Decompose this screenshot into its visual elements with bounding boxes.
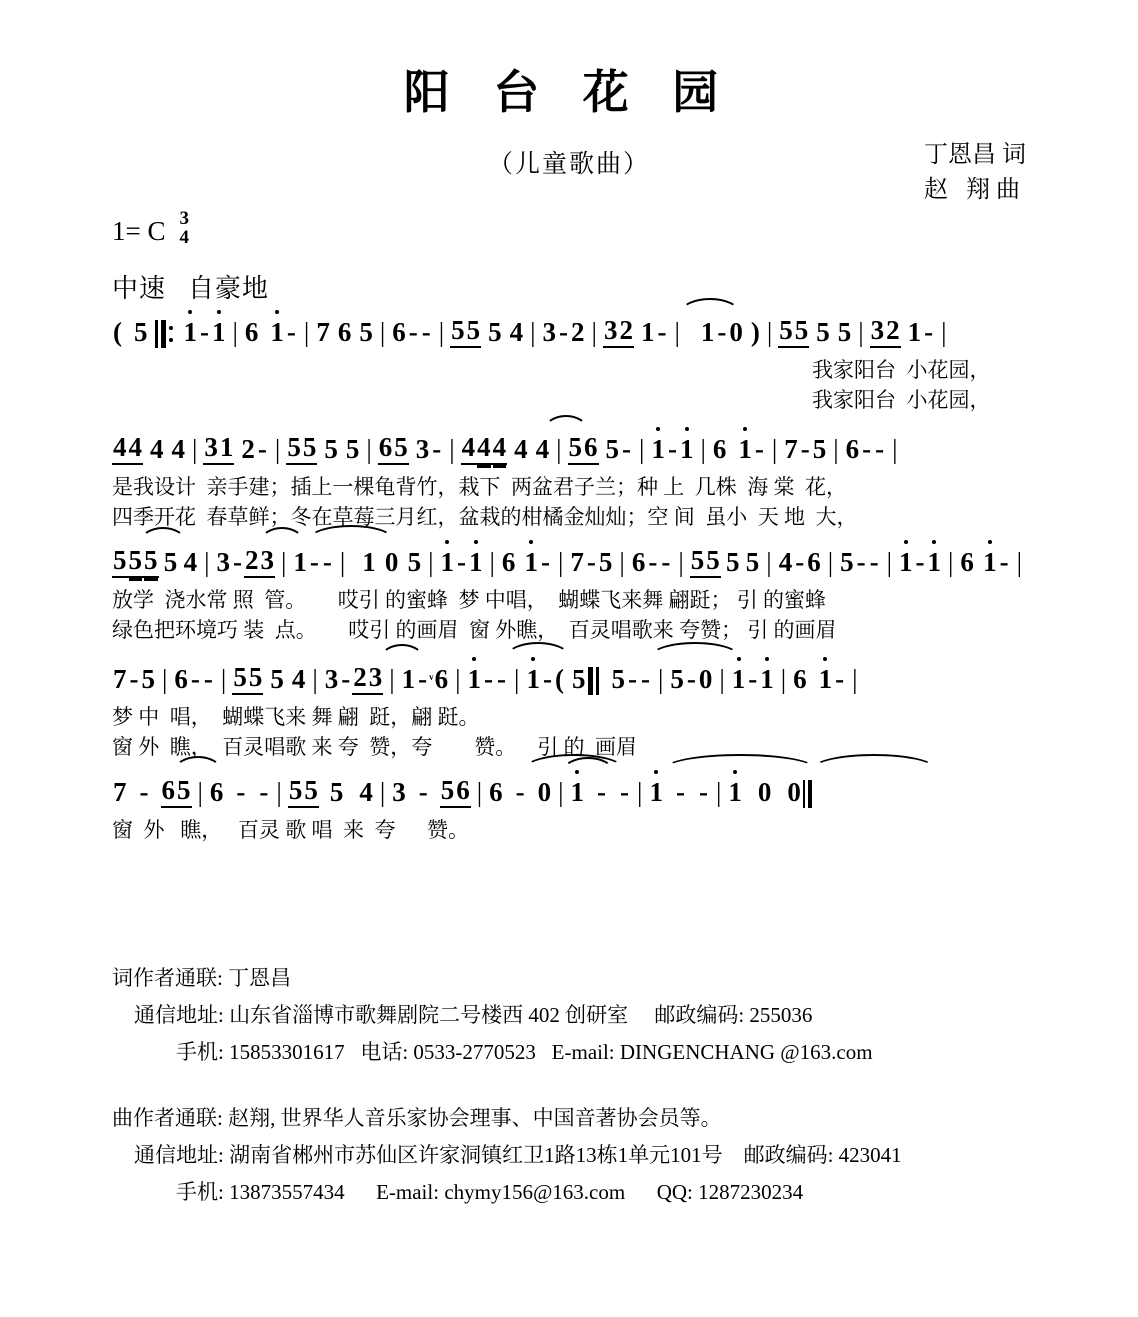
music-system-1 — [112, 308, 1028, 414]
composer-contact-block — [112, 1108, 1062, 1203]
lyrics-row-2-verse-2: 四季开花 春草鲜；冬在草莓三月红，盆栽的柑橘金灿灿；空 间 虽小 天 地 大， — [112, 505, 858, 529]
notes-row-5: 7 - 6 5 | 6 - - | 5 5 5 4 | 3 - 5 6 | 6 - 0 | 1 - - | 1 - - | 1 0 0 — [112, 768, 1028, 808]
slur-arc — [544, 415, 588, 430]
page-subtitle: （儿童歌曲） — [487, 151, 650, 178]
lyrics-row-3-verse-2: 绿色把环境巧 装 点。 哎引 的画眉 窗 外瞧， 百灵唱歌来 夸赞； 引 的画眉 — [112, 618, 837, 642]
composer-credit: 赵 翔 曲 — [924, 176, 1020, 203]
music-system-5 — [112, 768, 1028, 844]
key-tempo-block — [112, 208, 270, 305]
composer-contact-name: 曲作者通联: 赵翔, 世界华人音乐家协会理事、中国音著协会员等。 — [112, 1106, 722, 1130]
music-system-3 — [112, 538, 1028, 644]
page-title: 阳 台 花 园 — [403, 67, 735, 118]
lyrics-row-1-verse-1: 我家阳台 小花园， — [812, 358, 991, 382]
lyricist-contact-name: 词作者通联: 丁恩昌 — [112, 966, 292, 990]
key-signature: 1= C — [112, 215, 166, 246]
lyricist-credit: 丁恩昌 词 — [924, 142, 1026, 168]
tempo-marking — [112, 268, 269, 305]
music-system-4 — [112, 655, 1028, 761]
time-signature — [180, 209, 190, 247]
lyrics-row-3-verse-1: 放学 浇水常 照 管。 哎引 的蜜蜂 梦 中唱， 蝴蝶飞来舞 翩跹； 引 的蜜蜂 — [112, 588, 826, 612]
notes-row-1: ( 5 1 - 1 | 6 1 - | 7 6 5 | 6 - - | 5 5 5 4 | 3 - 2 | 3 2 1 - | 1 - 0 ) | 5 5 5 5 | 3 2 1 - | — [112, 308, 1028, 348]
repeat-end-icon — [586, 667, 600, 695]
lyricist-postal-code: 邮政编码: 255036 — [654, 1003, 813, 1027]
lyricist-address-text: 通信地址: 山东省淄博市歌舞剧院二号楼西 402 创研室 — [134, 1003, 629, 1027]
slur-arc — [506, 642, 570, 657]
lyrics-row-2-verse-1: 是我设计 亲手建；插上一棵龟背竹，栽下 两盆君子兰；种 上 几株 海 棠 花， — [112, 475, 847, 499]
lyricist-contact-phone-email: 手机: 15853301617 电话: 0533-2770523 E-mail: DINGENCHANG @163.com — [176, 1040, 873, 1064]
meter-numerator: 3 — [179, 208, 189, 229]
notes-row-3: 5 5 5 5 4 | 3 - 2 3 | 1 - - | 1 0 5 | 1 - 1 | 6 1 - | 7 - 5 | 6 - - | 5 5 5 5 | 4 - 6 | 5 - - | 1 - 1 | 6 1 - | — [112, 538, 1028, 578]
notes-row-4: 7 - 5 | 6 - - | 5 5 5 4 | 3 - 2 3 | 1 - ᵛ 6 | 1 - - | 1 - ( 5 5 - - | 5 - 0 | 1 - 1 | 6 1 - | — [112, 655, 1028, 695]
breath-mark-icon: ᵛ — [429, 672, 434, 688]
composer-contact-address — [134, 1145, 1062, 1166]
slur-arc — [680, 298, 740, 313]
composer-postal-code: 邮政编码: 423041 — [743, 1143, 902, 1167]
slur-arc — [380, 644, 424, 659]
credits-block — [924, 138, 1026, 208]
lyrics-row-4-verse-1: 梦 中 唱， 蝴蝶飞来 舞 翩 跹，翩 跹。 — [112, 705, 480, 729]
lyrics-row-4-verse-2: 窗 外 瞧， 百灵唱歌 来 夸 赞，夸 赞。 引 的 画眉 — [112, 735, 637, 759]
lyrics-row-5: 窗 外 瞧， 百灵 歌 唱 来 夸 赞。 — [112, 818, 469, 842]
slur-arc — [650, 642, 740, 657]
meter-denominator: 4 — [179, 227, 189, 248]
tempo-text: 中速 — [112, 274, 167, 303]
notes-row-2: 4 4 4 4 | 3 1 2 - | 5 5 5 5 | 6 5 3 - | 4 4 4 4 4 | 5 6 5 - | 1 - 1 | 6 1 - | 7 - 5 | 6 - - | — [112, 425, 1028, 465]
repeat-start-icon — [155, 320, 169, 348]
expression-text: 自豪地 — [188, 274, 270, 303]
music-system-2 — [112, 425, 1028, 531]
composer-contact-phone-email: 手机: 13873557434 E-mail: chymy156@163.com QQ: 1287230234 — [176, 1180, 804, 1204]
composer-address-text: 通信地址: 湖南省郴州市苏仙区许家洞镇红卫1路13栋1单元101号 — [134, 1143, 723, 1167]
lyricist-contact-block — [112, 968, 1062, 1063]
lyrics-row-1-verse-2: 我家阳台 小花园， — [812, 388, 991, 412]
lyricist-contact-address — [134, 1005, 1062, 1026]
final-barline-icon — [802, 780, 814, 808]
